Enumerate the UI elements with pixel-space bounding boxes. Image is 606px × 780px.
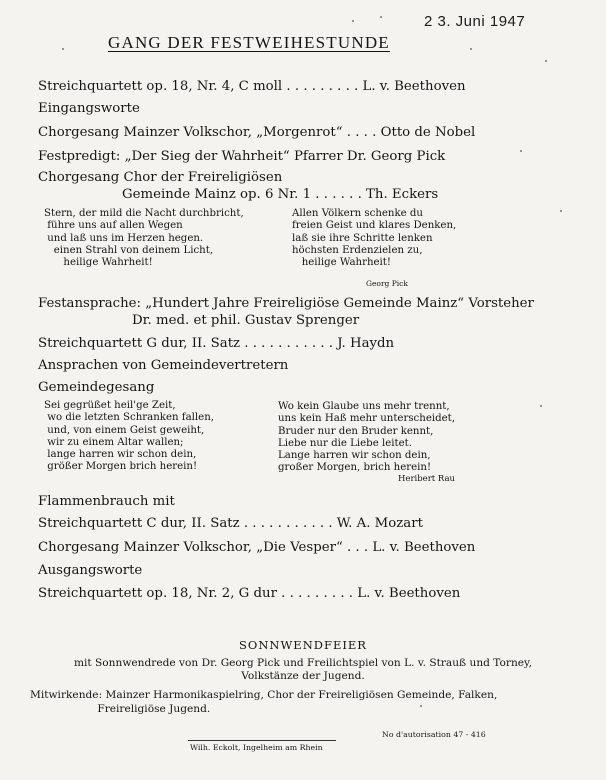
mitwirkende-line-2: Freireligiöse Jugend.	[30, 703, 211, 715]
page-title: GANG DER FESTWEIHESTUNDE	[108, 33, 390, 52]
scan-speck	[520, 150, 522, 152]
program-line-5a: Chorgesang Chor der Freireligiösen	[38, 170, 283, 185]
program-line-4: Festpredigt: „Der Sieg der Wahrheit“ Pfarrer Dr. Georg Pick	[38, 149, 446, 164]
program-line-5b: Gemeinde Mainz op. 6 Nr. 1 . . . . . . Th. Eckers	[122, 187, 439, 202]
program-line-6b: Dr. med. et phil. Gustav Sprenger	[132, 313, 360, 328]
program-line-14: Streichquartett op. 18, Nr. 2, G dur . . . . . . . . . L. v. Beethoven	[38, 586, 461, 601]
scan-speck	[560, 210, 562, 212]
printer-imprint: Wilh. Eckolt, Ingelheim am Rhein	[190, 743, 323, 752]
sonnwendfeier-text-1: mit Sonnwendrede von Dr. Georg Pick und Freilichtspiel von L. v. Strauß und Torney,	[73, 657, 533, 669]
scan-speck	[62, 48, 64, 50]
printer-rule	[188, 740, 336, 741]
poem-1-right: Allen Völkern schenke du freien Geist und klares Denken, laß sie ihre Schritte lenken höchsten Erdenzielen zu, heilige Wahrheit!	[292, 208, 457, 269]
poem-2-left: Sei gegrüßet heil'ge Zeit, wo die letzten Schranken fallen, und, von einem Geist geweiht, wir zu einem Altar wallen; lange harren wir schon dein, größer Morgen brich herein!	[44, 400, 214, 473]
program-line-1: Streichquartett op. 18, Nr. 4, C moll . . . . . . . . . L. v. Beethoven	[38, 79, 466, 94]
scan-speck	[420, 705, 422, 707]
sonnwendfeier-title: SONNWENDFEIER	[239, 638, 367, 652]
poem-1-credit: Georg Pick	[366, 279, 408, 288]
scan-speck	[545, 60, 547, 62]
program-line-7: Streichquartett G dur, II. Satz . . . . . . . . . . . J. Haydn	[38, 336, 395, 351]
authorisation-number: No d'autorisation 47 - 416	[382, 730, 486, 739]
program-line-3: Chorgesang Mainzer Volkschor, „Morgenrot“ . . . . Otto de Nobel	[38, 125, 476, 140]
mitwirkende-line-1: Mitwirkende: Mainzer Harmonikaspielring, Chor der Freireligiösen Gemeinde, Falken,	[30, 689, 498, 701]
scan-speck	[540, 405, 542, 407]
scan-speck	[470, 48, 472, 50]
scan-speck	[352, 20, 354, 22]
program-line-10: Flammenbrauch mit	[38, 494, 175, 509]
poem-2-credit: Heribert Rau	[398, 474, 456, 484]
program-line-13: Ausgangsworte	[38, 563, 143, 578]
program-line-6a: Festansprache: „Hundert Jahre Freireligiöse Gemeinde Mainz“ Vorsteher	[38, 296, 534, 311]
poem-1-left: Stern, der mild die Nacht durchbricht, führe uns auf allen Wegen und laß uns im Herzen hegen. einen Strahl von deinem Licht, heilige Wahrheit!	[44, 208, 244, 269]
poem-2-right: Wo kein Glaube uns mehr trennt, uns kein Haß mehr unterscheidet, Bruder nur den Bruder kennt, Liebe nur die Liebe leitet. Lange harren wir schon dein, großer Morgen, brich herein!	[278, 401, 455, 474]
program-line-9: Gemeindegesang	[38, 380, 155, 395]
scan-speck	[380, 16, 382, 18]
program-line-8: Ansprachen von Gemeindevertretern	[38, 358, 289, 373]
program-line-2: Eingangsworte	[38, 101, 140, 116]
sonnwendfeier-text-2: Volkstänze der Jugend.	[241, 670, 365, 682]
program-line-11: Streichquartett C dur, II. Satz . . . . . . . . . . . W. A. Mozart	[38, 516, 423, 531]
program-line-12: Chorgesang Mainzer Volkschor, „Die Vesper“ . . . L. v. Beethoven	[38, 540, 476, 555]
date-stamp: 2 3. Juni 1947	[424, 13, 526, 30]
